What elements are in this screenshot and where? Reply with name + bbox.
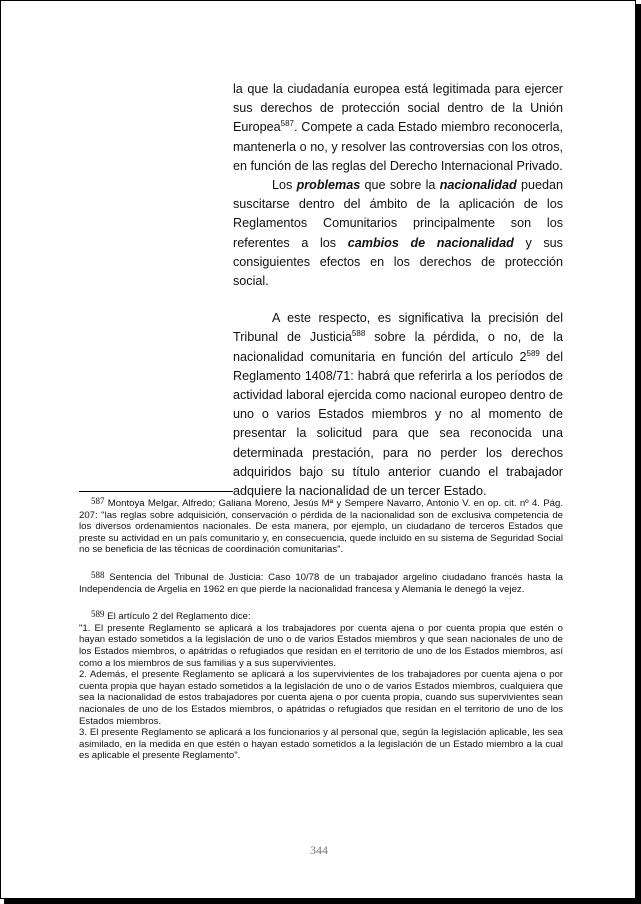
main-text	[233, 80, 563, 501]
paragraph-1-text-a: la que la ciudadanía europea está legitimada para ejercer sus derechos de protección social dentro de la Unión Europea	[233, 82, 563, 135]
footnote-589-intro	[79, 611, 563, 623]
footnote-589-item-1: "1. El presente Reglamento se aplicará a los trabajadores por cuenta ajena o por cuenta propia que estén o hayan estado sometidos a la legislación de uno o de varios Estados miembros y que sean nacionales de uno de los Estados miembros, o apátridas o refugiados que residan en el territorio de uno de los Estados miembros, así como a los miembros de sus familias y a sus supervivientes.	[79, 622, 563, 669]
footnote-separator	[79, 491, 233, 492]
page-number: 344	[310, 843, 328, 857]
footnotes	[79, 498, 563, 778]
footnote-ref-589[interactable]: 589	[526, 348, 540, 358]
footnote-589-item-3: 3. El presente Reglamento se aplicará a los funcionarios y al personal que, según la legislación aplicable, les sea asimilado, en la medida en que estén o hayan estado sometidos a la legislación de un Estado miembro a la cual es aplicable el presente Reglamento".	[79, 727, 563, 762]
footnote-589-intro-text: El artículo 2 del Reglamento dice:	[104, 611, 251, 623]
footnote-588-body: Sentencia del Tribunal de Justicia: Caso 10/78 de un trabajador argelino ciudadano francés hasta la Independencia de Argelia en 1962 en que pierde la nacionalidad francesa y Alemania le denegó la vejez.	[79, 571, 563, 595]
footnote-588	[79, 569, 563, 595]
paragraph-2-text-4: y sus consiguientes efectos en los derechos de protección social.	[233, 235, 563, 289]
paragraph-3-text-2: sobre la pérdida, o no, de la nacionalidad comunitaria en función del artículo 2	[233, 330, 563, 364]
footnote-589-item-2: 2. Además, el presente Reglamento se aplicará a los supervivientes de los trabajadores por cuenta ajena o por cuenta propia que hayan estado sometidos a la legislación de uno o de varios Estados miembros, cualquiera que sea la nacionalidad de estos trabajadores por cuenta ajena o por cuenta propia, cuando sus supervivientes sean nacionales de uno de los Estados miembros, o apátridas o refugiados que residan en el territorio de uno de los Estados miembros.	[79, 669, 563, 727]
paragraph-3-text-3: del Reglamento 1408/71: habrá que referirla a los períodos de actividad laboral ejercida como nacional europeo dentro de uno o varios Estados miembros y no al momento de presentar la solicitud para que sea reconocida una determinada prestación, para no perder los derechos adquiridos bajo su título anterior cuando el trabajador adquiere la nacionalidad de un tercer Estado.	[233, 349, 563, 499]
page-shadow-right	[636, 4, 641, 904]
footnote-587-text	[79, 498, 563, 556]
paragraph-2	[233, 176, 563, 291]
footnote-587	[79, 498, 563, 556]
footnote-587-body: Montoya Melgar, Alfredo; Galiana Moreno, Jesús Mª y Sempere Navarro, Antonio V. en op. cit. nº 4. Pág. 207: "las reglas sobre adquisición, conservación o pérdida de la nacionalidad son de exclusiva competencia de los diversos ordenamientos nacionales. De esta manera, por ejemplo, un ciudadano de terceros Estados que preste su actividad en un país comunitario y, en consecuencia, quede incluido en su sistema de Seguridad Social no se beneficia de las técnicas de coordinación comunitarias".	[79, 498, 563, 556]
footnote-ref-587[interactable]: 587	[280, 119, 294, 129]
emphasis-cambios-de-nacionalidad: cambios de nacionalidad	[347, 235, 514, 250]
paragraph-1-text-b: . Compete a cada Estado miembro reconocerla, mantenerla o no, y resolver las controversias con los otros, en función de las reglas del Derecho Internacional Privado.	[233, 120, 563, 173]
paragraph-1	[233, 80, 563, 176]
paragraph-2-text-2: que sobre la	[360, 178, 440, 193]
paragraph-2-text-1: Los	[272, 178, 297, 193]
emphasis-problemas: problemas	[296, 178, 361, 193]
footnote-588-number: 588	[91, 569, 105, 580]
footnote-587-number: 587	[91, 496, 105, 506]
paragraph-3	[233, 309, 563, 501]
footnote-589	[79, 611, 563, 762]
footnote-588-text	[79, 569, 563, 595]
paragraph-3-text-1: A este respecto, es significativa la precisión del Tribunal de Justicia	[233, 311, 563, 345]
footnote-589-number: 589	[91, 609, 105, 620]
paragraph-2-text-3: puedan suscitarse dentro del ámbito de la aplicación de los Reglamentos Comunitarios principalmente son los referentes a los	[233, 178, 563, 250]
page-shadow-bottom	[4, 899, 641, 904]
footnote-ref-588[interactable]: 588	[351, 329, 366, 339]
emphasis-nacionalidad: nacionalidad	[439, 178, 517, 193]
